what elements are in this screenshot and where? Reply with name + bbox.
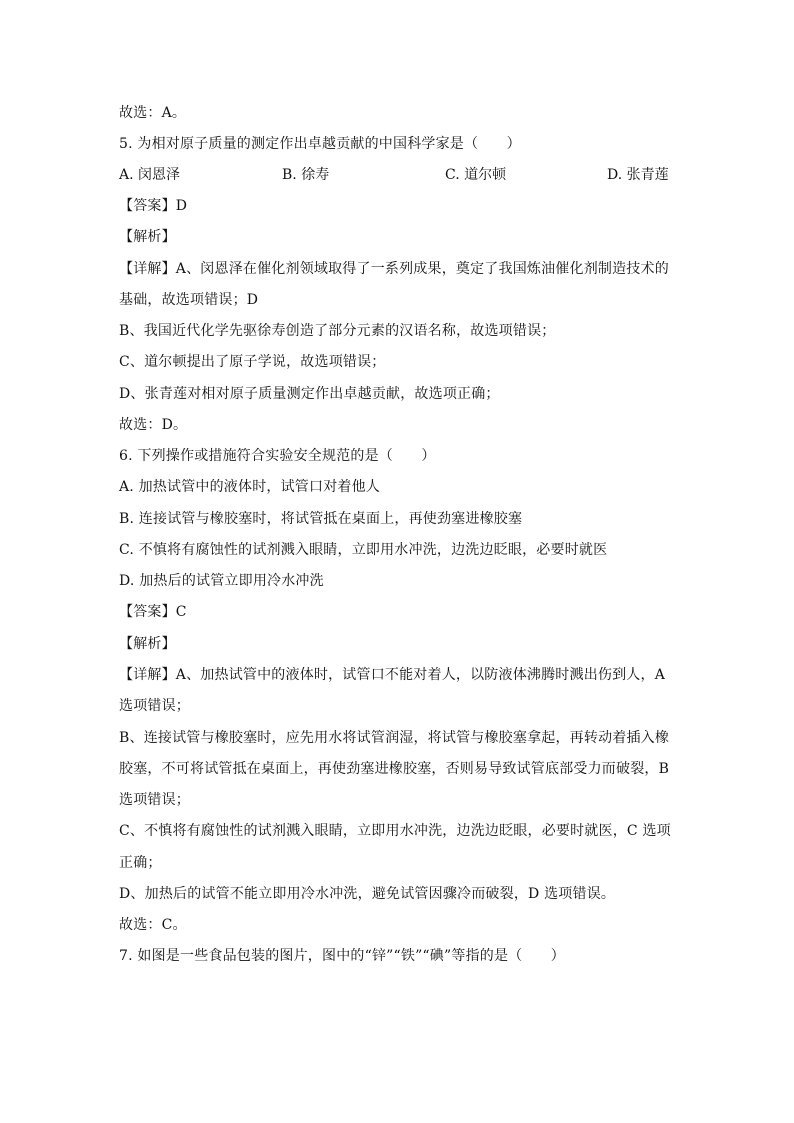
q5-detail-d: D、张青莲对相对原子质量测定作出卓越贡献，故选项正确； — [119, 386, 500, 402]
q6-detail-d1: D、加热后的试管不能立即用冷水冲洗，避免试管因骤冷而破裂，D 选项错误。 — [119, 886, 616, 902]
q5-option-c: C. 道尔顿 — [445, 167, 507, 183]
q6-detail-a1: 【详解】A、加热试管中的液体时，试管口不能对着人，以防液体沸腾时溅出伤到人，A — [119, 667, 666, 683]
q5-conclusion: 故选：D。 — [119, 417, 188, 433]
q6-option-a: A. 加热试管中的液体时，试管口对着他人 — [119, 479, 381, 495]
q5-stem: 5. 为相对原子质量的测定作出卓越贡献的中国科学家是（ ） — [119, 136, 521, 152]
q6-detail-a2: 选项错误； — [119, 698, 190, 714]
q4-conclusion: 故选：A。 — [119, 105, 187, 121]
q6-option-b: B. 连接试管与橡胶塞时，将试管抵在桌面上，再使劲塞进橡胶塞 — [119, 511, 523, 527]
q5-detail-line2: 基础，故选项错误；D — [119, 292, 259, 308]
q6-conclusion: 故选：C。 — [119, 917, 187, 933]
q6-analysis-heading: 【解析】 — [119, 636, 176, 652]
q5-option-b: B. 徐寿 — [282, 167, 330, 183]
q5-analysis-heading: 【解析】 — [119, 229, 176, 245]
q6-detail-b3: 选项错误； — [119, 792, 190, 808]
q5-detail-line1: 【详解】A、闵恩泽在催化剂领域取得了一系列成果，奠定了我国炼油催化剂制造技术的 — [119, 261, 669, 277]
q6-stem: 6. 下列操作或措施符合实验安全规范的是（ ） — [119, 448, 436, 464]
q6-option-c: C. 不慎将有腐蚀性的试剂溅入眼睛，立即用水冲洗，边洗边眨眼，必要时就医 — [119, 542, 608, 558]
q5-option-d: D. 张青莲 — [607, 167, 669, 183]
q5-option-a: A. 闵恩泽 — [119, 167, 181, 183]
q6-answer: 【答案】C — [119, 604, 187, 620]
q6-detail-c1: C、不慎将有腐蚀性的试剂溅入眼睛，立即用水冲洗，边洗边眨眼，必要时就医，C 选项 — [119, 823, 671, 839]
q5-detail-b: B、我国近代化学先驱徐寿创造了部分元素的汉语名称，故选项错误； — [119, 323, 556, 339]
q6-detail-b2: 胶塞，不可将试管抵在桌面上，再使劲塞进橡胶塞，否则易导致试管底部受力而破裂，B — [119, 761, 670, 777]
q6-detail-c2: 正确； — [119, 855, 162, 871]
q7-stem: 7. 如图是一些食品包装的图片，图中的“锌”“铁”“碘”等指的是（ ） — [119, 948, 565, 964]
q5-detail-c: C、道尔顿提出了原子学说，故选项错误； — [119, 354, 386, 370]
q5-answer: 【答案】D — [119, 198, 188, 214]
q6-detail-b1: B、连接试管与橡胶塞时，应先用水将试管润湿，将试管与橡胶塞拿起，再转动着插入橡 — [119, 730, 670, 746]
q6-option-d: D. 加热后的试管立即用冷水冲洗 — [119, 573, 324, 589]
